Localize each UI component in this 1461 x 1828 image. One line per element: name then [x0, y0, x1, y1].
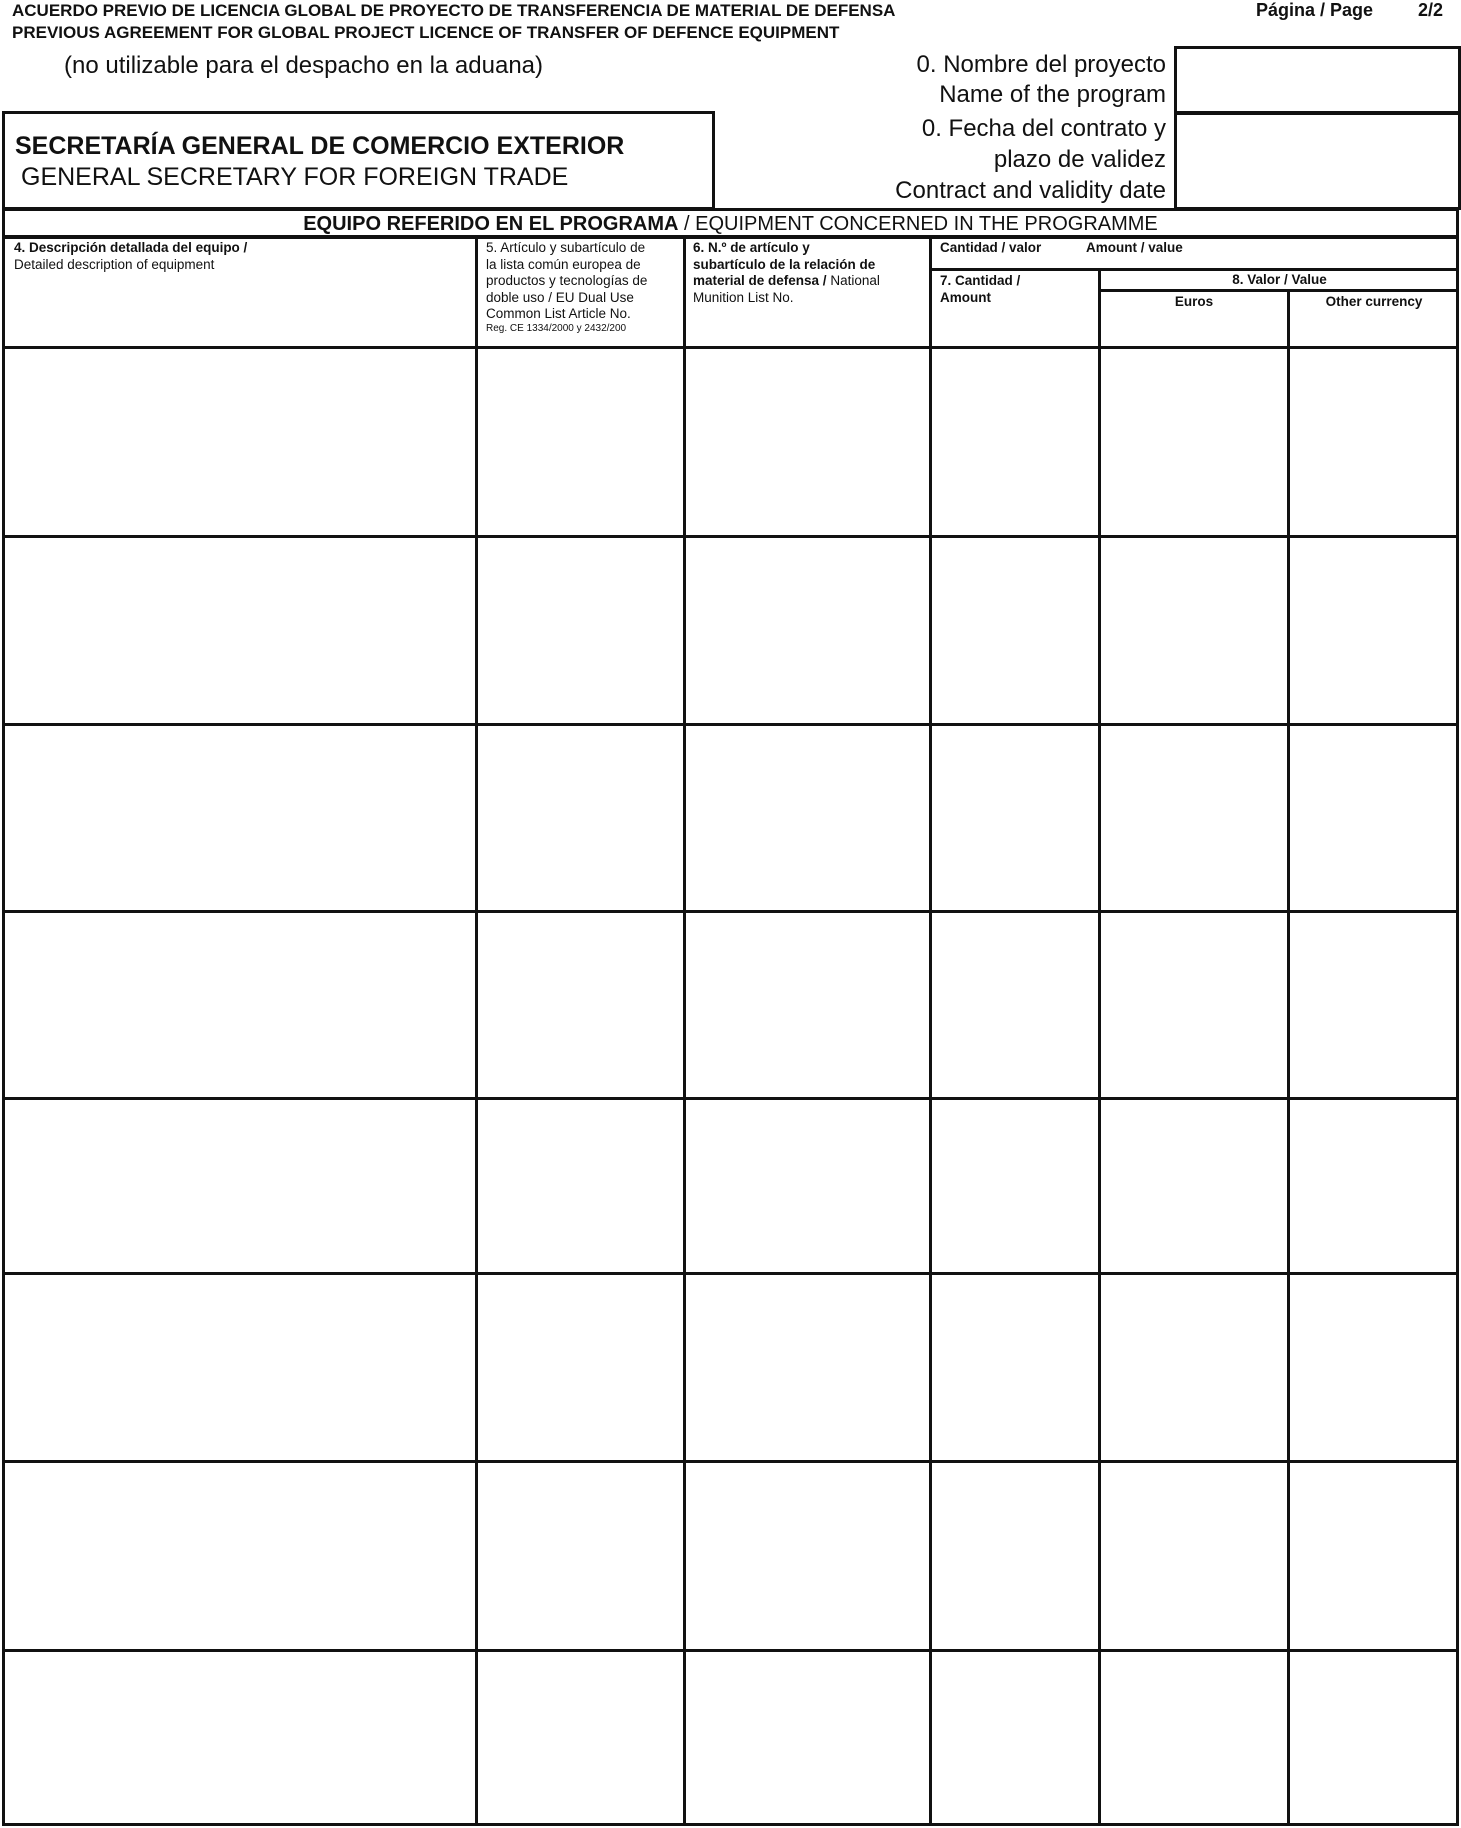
- munition-list-cell[interactable]: [686, 538, 929, 723]
- page-label: Página / Page: [1256, 0, 1374, 20]
- eu-dual-use-cell[interactable]: [478, 1275, 683, 1460]
- munition-list-cell[interactable]: [686, 1100, 929, 1272]
- col8-euros-label: Euros: [1174, 294, 1214, 309]
- program-name-label-es: 0. Nombre del proyecto: [916, 51, 1166, 78]
- munition-list-cell[interactable]: [686, 1463, 929, 1649]
- other-currency-cell[interactable]: [1290, 349, 1456, 535]
- munition-list-cell[interactable]: [686, 1652, 929, 1823]
- other-currency-cell[interactable]: [1290, 1275, 1456, 1460]
- qty-value-header: [940, 240, 1041, 257]
- secretariat-box: [2, 111, 715, 210]
- program-name-field[interactable]: [1174, 46, 1461, 114]
- col5-header-line: Common List Article No.: [486, 306, 631, 321]
- col8-header-label: 8. Valor / Value: [1232, 272, 1327, 287]
- qty-value-header-es: Cantidad / valor: [940, 240, 1042, 255]
- equipment-section-band: [2, 208, 1459, 238]
- col7-header: [940, 273, 1020, 306]
- euros-cell[interactable]: [1101, 1100, 1287, 1272]
- amount-cell[interactable]: [932, 1100, 1098, 1272]
- eu-dual-use-cell[interactable]: [478, 1463, 683, 1649]
- munition-list-cell[interactable]: [686, 913, 929, 1097]
- description-cell[interactable]: [5, 913, 475, 1097]
- contract-date-label-es-1: 0. Fecha del contrato y: [921, 115, 1166, 142]
- col8-header: [1101, 272, 1458, 289]
- contract-date-label-en: Contract and validity date: [895, 177, 1166, 204]
- equipment-band-en: / EQUIPMENT CONCERNED IN THE PROGRAMME: [678, 213, 1158, 235]
- amount-cell[interactable]: [932, 726, 1098, 910]
- col5-header-line: 5. Artículo y subartículo de: [486, 240, 646, 255]
- description-cell[interactable]: [5, 1275, 475, 1460]
- col7-header-en: Amount: [940, 289, 991, 305]
- page-number: 2/2: [1418, 0, 1444, 20]
- col5-header-line: la lista común europea de: [486, 256, 641, 272]
- amount-cell[interactable]: [932, 1463, 1098, 1649]
- other-currency-cell[interactable]: [1290, 1100, 1456, 1272]
- col5-header-reg: Reg. CE 1334/2000 y 2432/200: [486, 322, 627, 334]
- description-cell[interactable]: [5, 349, 475, 535]
- col7-header-es: 7. Cantidad /: [940, 273, 1021, 288]
- col6-header-line: 6. N.º de artículo y: [693, 240, 810, 255]
- euros-cell[interactable]: [1101, 726, 1287, 910]
- euros-cell[interactable]: [1101, 349, 1287, 535]
- customs-note: (no utilizable para el despacho en la aduana): [64, 52, 544, 79]
- amount-cell[interactable]: [932, 349, 1098, 535]
- euros-cell[interactable]: [1101, 913, 1287, 1097]
- col6-header-line: material de defensa /: [693, 273, 827, 288]
- munition-list-cell[interactable]: [686, 349, 929, 535]
- col6-header-line: Munition List No.: [693, 289, 794, 305]
- description-cell[interactable]: [5, 1652, 475, 1823]
- col8-other-header: [1290, 294, 1458, 311]
- contract-date-field[interactable]: [1174, 112, 1461, 210]
- amount-cell[interactable]: [932, 913, 1098, 1097]
- eu-dual-use-cell[interactable]: [478, 1652, 683, 1823]
- other-currency-cell[interactable]: [1290, 1652, 1456, 1823]
- col6-header-line: subartículo de la relación de: [693, 256, 876, 272]
- qty-value-divider: [930, 268, 1458, 271]
- amount-cell[interactable]: [932, 1652, 1098, 1823]
- euros-cell[interactable]: [1101, 1275, 1287, 1460]
- secretariat-name-en: GENERAL SECRETARY FOR FOREIGN TRADE: [21, 163, 569, 191]
- col8-other-label: Other currency: [1325, 294, 1423, 309]
- equipment-band-es: EQUIPO REFERIDO EN EL PROGRAMA: [303, 213, 679, 235]
- col4-header-es: 4. Descripción detallada del equipo /: [14, 240, 248, 255]
- description-cell[interactable]: [5, 1100, 475, 1272]
- eu-dual-use-cell[interactable]: [478, 726, 683, 910]
- euros-cell[interactable]: [1101, 538, 1287, 723]
- munition-list-cell[interactable]: [686, 726, 929, 910]
- col6-header-national: National: [826, 273, 880, 288]
- col4-header-en: Detailed description of equipment: [14, 256, 215, 272]
- amount-cell[interactable]: [932, 538, 1098, 723]
- eu-dual-use-cell[interactable]: [478, 538, 683, 723]
- description-cell[interactable]: [5, 726, 475, 910]
- col6-header: [693, 240, 925, 306]
- amount-cell[interactable]: [932, 1275, 1098, 1460]
- col8-euros-header: [1101, 294, 1287, 311]
- other-currency-cell[interactable]: [1290, 1463, 1456, 1649]
- other-currency-cell[interactable]: [1290, 726, 1456, 910]
- euros-cell[interactable]: [1101, 1652, 1287, 1823]
- col4-header: [14, 240, 469, 273]
- euros-cell[interactable]: [1101, 1463, 1287, 1649]
- form-title-en: PREVIOUS AGREEMENT FOR GLOBAL PROJECT LICENCE OF TRANSFER OF DEFENCE EQUIPMENT: [12, 23, 840, 42]
- other-currency-cell[interactable]: [1290, 913, 1456, 1097]
- col5-header-line: productos y tecnologías de: [486, 273, 648, 288]
- form-title-es: ACUERDO PREVIO DE LICENCIA GLOBAL DE PROYECTO DE TRANSFERENCIA DE MATERIAL DE DEFENSA: [12, 1, 896, 20]
- qty-value-header-en-wrap: [1086, 240, 1183, 257]
- other-currency-cell[interactable]: [1290, 538, 1456, 723]
- qty-value-header-en: Amount / value: [1086, 240, 1183, 255]
- eu-dual-use-cell[interactable]: [478, 349, 683, 535]
- eu-dual-use-cell[interactable]: [478, 913, 683, 1097]
- description-cell[interactable]: [5, 538, 475, 723]
- munition-list-cell[interactable]: [686, 1275, 929, 1460]
- value-subheader-divider: [1099, 289, 1458, 292]
- col5-header: [486, 240, 680, 335]
- col5-header-line: doble uso / EU Dual Use: [486, 289, 634, 305]
- eu-dual-use-cell[interactable]: [478, 1100, 683, 1272]
- secretariat-name-es: SECRETARÍA GENERAL DE COMERCIO EXTERIOR: [15, 132, 625, 160]
- program-name-label-en: Name of the program: [939, 81, 1166, 108]
- description-cell[interactable]: [5, 1463, 475, 1649]
- contract-date-label-es-2: plazo de validez: [993, 146, 1166, 173]
